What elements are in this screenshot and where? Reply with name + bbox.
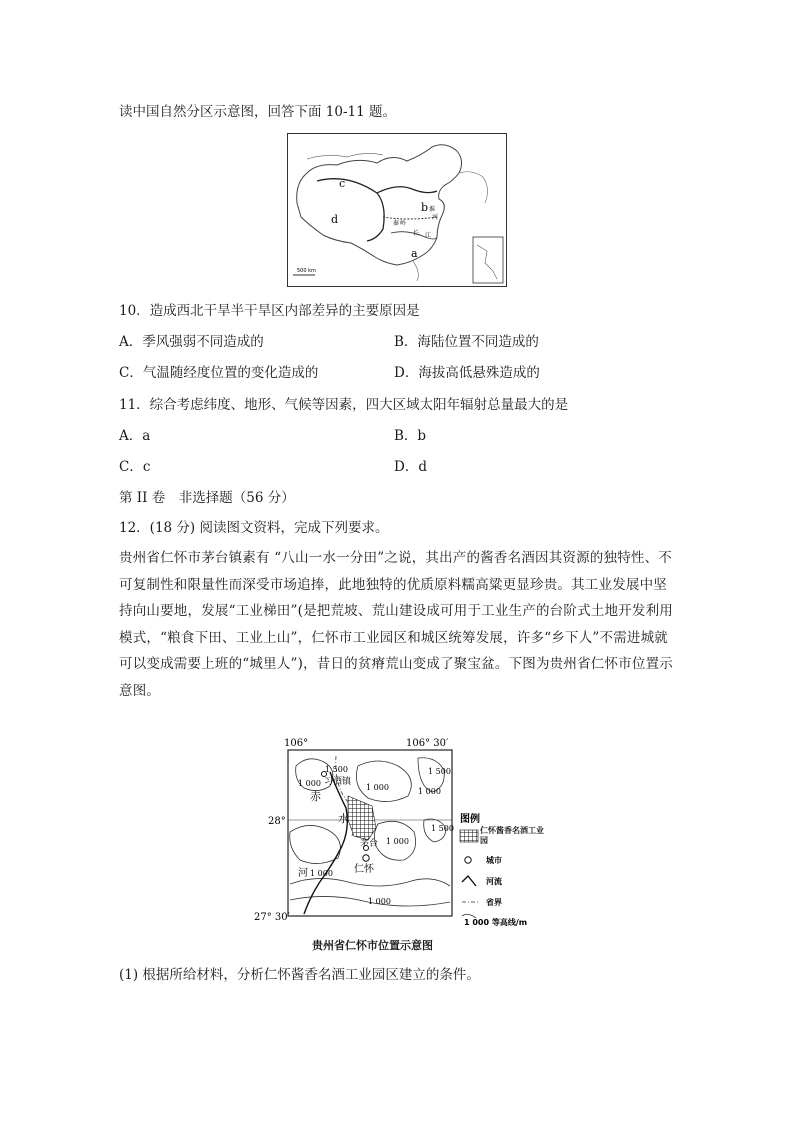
q11-option-d[interactable]: D．d <box>394 459 427 475</box>
contour-label: 1 000 <box>366 783 389 792</box>
place-chi: 赤 <box>310 790 321 803</box>
legend-industrial-park: 仁怀酱香名酒工业园 <box>480 826 544 845</box>
region-label-c: c <box>339 177 346 190</box>
contour-label: 1 500 <box>428 767 451 776</box>
map2-caption: 贵州省仁怀市位置示意图 <box>312 939 433 952</box>
contour-label: 1 000 <box>310 869 333 878</box>
lon-label: 106° 30′ <box>406 738 449 749</box>
place-renhuai: 仁怀 <box>354 864 374 875</box>
legend-title: 图例 <box>460 814 480 825</box>
q10-option-d[interactable]: D．海拔高低悬殊造成的 <box>394 365 540 381</box>
contour-label: 1 000 <box>386 837 409 846</box>
q12-sub1: (1) 根据所给材料，分析仁怀酱香名酒工业园区建立的条件。 <box>119 967 480 983</box>
contour-label: 1 000 <box>418 787 441 796</box>
place-label: 长 <box>413 230 420 237</box>
place-label: 河 <box>432 214 439 221</box>
place-shui: 水 <box>338 812 349 825</box>
place-label: 淮 <box>429 206 436 213</box>
region-label-a: a <box>411 247 418 260</box>
q11-option-c[interactable]: C．c <box>119 459 151 475</box>
section-2-heading: 第 II 卷 非选择题（56 分） <box>119 490 295 506</box>
intro-text: 读中国自然分区示意图，回答下面 10-11 题。 <box>119 104 396 120</box>
place-he: 河 <box>298 868 308 879</box>
legend-contour: 1 000 等高线/m <box>464 918 528 927</box>
region-label-d: d <box>331 213 339 226</box>
q10-option-a[interactable]: A．季风强弱不同造成的 <box>119 334 264 350</box>
place-maotai: 茅台 <box>360 839 379 849</box>
lat-label: 27° 30′ <box>254 912 290 923</box>
q10-option-c[interactable]: C．气温随经度位置的变化造成的 <box>119 365 319 381</box>
q12-stem: 12．(18 分) 阅读图文资料，完成下列要求。 <box>119 520 389 536</box>
map-scale: 500 km <box>297 268 316 274</box>
lat-label: 28° <box>268 816 286 827</box>
q11-option-a[interactable]: A．a <box>119 428 151 444</box>
renhuai-location-map <box>254 736 568 958</box>
q10-option-b[interactable]: B．海陆位置不同造成的 <box>394 334 539 350</box>
legend-border: 省界 <box>486 898 502 907</box>
region-label-b: b <box>421 201 429 214</box>
contour-label: 1 500 <box>325 765 348 774</box>
legend-river: 河流 <box>486 877 502 886</box>
q11-stem: 11．综合考虑纬度、地形、气候等因素，四大区域太阳年辐射总量最大的是 <box>119 397 569 413</box>
legend-city: 城市 <box>486 856 502 865</box>
place-label: 岭 <box>400 220 407 227</box>
contour-label: 1 000 <box>298 779 321 788</box>
place-xijiu: 习酒镇 <box>324 777 352 787</box>
place-label: 秦 <box>393 220 400 227</box>
place-label: 江 <box>425 232 432 239</box>
china-natural-regions-map <box>287 133 507 287</box>
q10-stem: 10．造成西北干旱半干旱区内部差异的主要原因是 <box>119 303 420 319</box>
lon-label: 106° <box>284 738 309 749</box>
q12-paragraph: 贵州省仁怀市茅台镇素有 “八山一水一分田”之说，其出产的酱香名酒因其资源的独特性、不可复制性和限量性而深受市场追捧，此地独特的优质原料糯高粱更显珍贵。其工业发展中坚持向山要地，发展“工业梯田”(是把荒坡、荒山建设成可用于工业生产的台阶式土地开发利用模式，“粮食下田、工业上山”，仁怀市工业园区和城区统筹发展，许多“乡下人”不需进城就可以变成需要上班的“城里人”)，昔日的贫瘠荒山变成了聚宝盆。下图为贵州省仁怀市位置示意图。 <box>119 550 673 699</box>
contour-label: 1 500 <box>431 824 454 833</box>
contour-label: 1 000 <box>368 897 391 906</box>
q11-option-b[interactable]: B．b <box>394 428 427 444</box>
